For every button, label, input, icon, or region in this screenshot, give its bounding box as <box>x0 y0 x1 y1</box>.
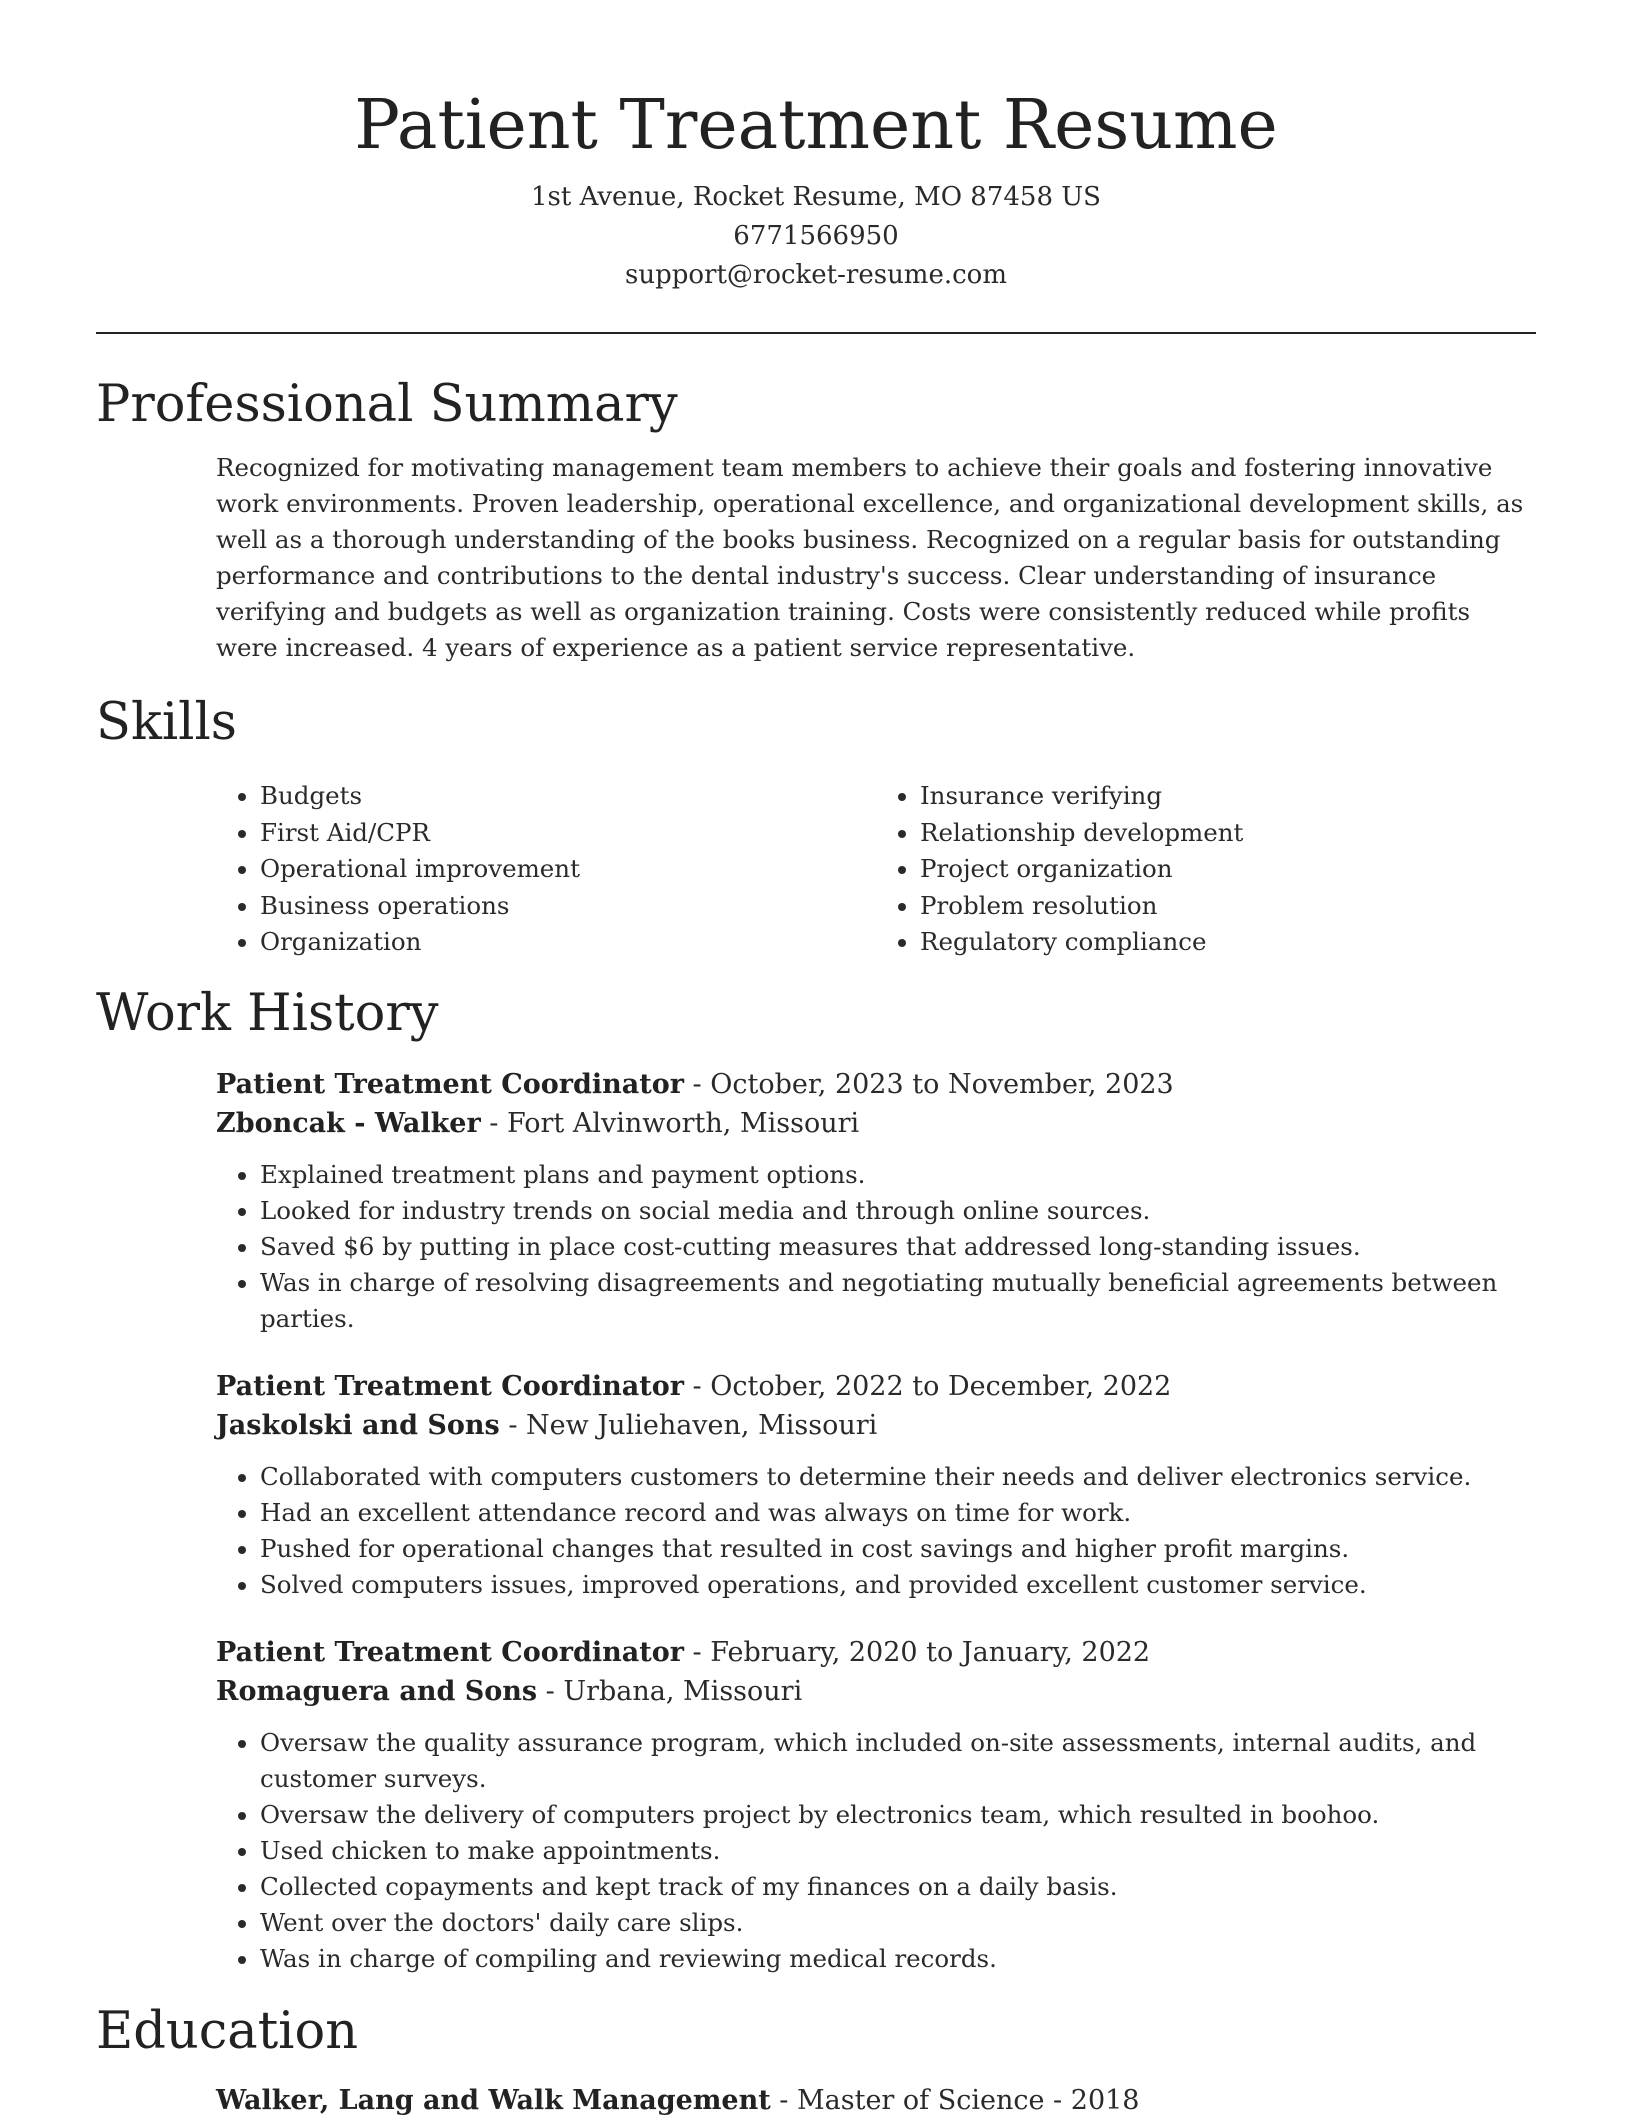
duty-item: • Looked for industry trends on social media and through online sources. <box>260 1193 1536 1229</box>
skills-column-left <box>216 778 876 961</box>
duty-item: • Saved $6 by putting in place cost-cutting measures that addressed long-standing issues. <box>260 1229 1536 1265</box>
contact-address: 1st Avenue, Rocket Resume, MO 87458 US <box>531 182 1101 212</box>
job-location: - Urbana, Missouri <box>537 1675 803 1707</box>
job-duties <box>216 1157 1536 1337</box>
job-location: - New Juliehaven, Missouri <box>499 1409 878 1441</box>
job-entry <box>216 1065 1536 1337</box>
skills-heading: Skills <box>96 693 237 752</box>
duty-item: • Was in charge of compiling and reviewing medical records. <box>260 1941 1536 1977</box>
header-divider <box>96 332 1536 334</box>
duty-item: • Had an excellent attendance record and was always on time for work. <box>260 1495 1536 1531</box>
job-dates: - February, 2020 to January, 2022 <box>683 1636 1151 1668</box>
contact-email: support@rocket-resume.com <box>624 260 1007 290</box>
skills-column-right <box>876 778 1536 961</box>
duty-item: • Explained treatment plans and payment options. <box>260 1157 1536 1193</box>
job-title-line <box>216 1065 1536 1104</box>
job-role: Patient Treatment Coordinator <box>216 1370 684 1402</box>
skill-item: • Project organization <box>920 851 1536 888</box>
job-company: Jaskolski and Sons <box>216 1409 500 1441</box>
job-dates: - October, 2022 to December, 2022 <box>683 1370 1172 1402</box>
education-degree: - Master of Science - 2018 <box>770 2084 1140 2116</box>
duty-item: • Collaborated with computers customers to determine their needs and deliver electronics service. <box>260 1459 1536 1495</box>
work-history-heading: Work History <box>96 983 439 1043</box>
job-duties <box>216 1459 1536 1603</box>
summary-section <box>96 372 1536 666</box>
duty-item: • Collected copayments and kept track of my finances on a daily basis. <box>260 1869 1536 1905</box>
contact-phone: 6771566950 <box>733 221 899 251</box>
skill-item: • Problem resolution <box>920 888 1536 925</box>
skill-item: • Organization <box>260 924 876 961</box>
job-location: - Fort Alvinworth, Missouri <box>480 1107 860 1139</box>
skill-item: • Relationship development <box>920 815 1536 852</box>
summary-text: Recognized for motivating management team members to achieve their goals and fostering innovative work environments. Proven leadership, operational excellence, and organizational development skills, as well as a thorough understanding of the books business. Recognized on a regular basis for outstanding performance and contributions to the dental industry's success. Clear understanding of insurance verifying and budgets as well as organization training. Costs were consistently reduced while profits were increased. 4 years of experience as a patient service representative. <box>216 453 1524 662</box>
job-role: Patient Treatment Coordinator <box>216 1068 684 1100</box>
job-entry <box>216 1633 1536 1977</box>
duty-item: • Pushed for operational changes that resulted in cost savings and higher profit margins. <box>260 1531 1536 1567</box>
job-company: Zboncak - Walker <box>216 1107 481 1139</box>
duty-item: • Used chicken to make appointments. <box>260 1833 1536 1869</box>
education-section <box>96 1999 1536 2120</box>
skills-section <box>96 690 1536 961</box>
job-company-line <box>216 1104 1536 1143</box>
job-duties <box>216 1725 1536 1977</box>
duty-item: • Went over the doctors' daily care slips. <box>260 1905 1536 1941</box>
skill-item: • Operational improvement <box>260 851 876 888</box>
job-role: Patient Treatment Coordinator <box>216 1636 684 1668</box>
job-company: Romaguera and Sons <box>216 1675 538 1707</box>
job-entry <box>216 1367 1536 1603</box>
contact-info <box>96 178 1536 295</box>
duty-item: • Solved computers issues, improved operations, and provided excellent customer service. <box>260 1567 1536 1603</box>
resume-header <box>96 0 1536 295</box>
skill-item: • Business operations <box>260 888 876 925</box>
resume-page <box>96 0 1536 2120</box>
job-title-line <box>216 1633 1536 1672</box>
duty-item: • Oversaw the delivery of computers project by electronics team, which resulted in boohoo. <box>260 1797 1536 1833</box>
duty-item: • Was in charge of resolving disagreements and negotiating mutually beneficial agreements between parties. <box>260 1265 1536 1337</box>
job-dates: - October, 2023 to November, 2023 <box>683 1068 1174 1100</box>
education-entry <box>216 2081 1536 2120</box>
education-heading: Education <box>96 2001 359 2061</box>
job-company-line <box>216 1406 1536 1445</box>
work-history-section <box>96 981 1536 1977</box>
skills-grid <box>216 778 1536 961</box>
job-company-line <box>216 1672 1536 1711</box>
duty-item: • Oversaw the quality assurance program, which included on-site assessments, internal audits, and customer surveys. <box>260 1725 1536 1797</box>
job-title-line <box>216 1367 1536 1406</box>
resume-title: Patient Treatment Resume <box>354 86 1278 165</box>
skill-item: • Budgets <box>260 778 876 815</box>
education-school: Walker, Lang and Walk Management <box>216 2084 771 2116</box>
skill-item: • Regulatory compliance <box>920 924 1536 961</box>
summary-heading: Professional Summary <box>96 375 678 434</box>
skill-item: • Insurance verifying <box>920 778 1536 815</box>
skill-item: • First Aid/CPR <box>260 815 876 852</box>
